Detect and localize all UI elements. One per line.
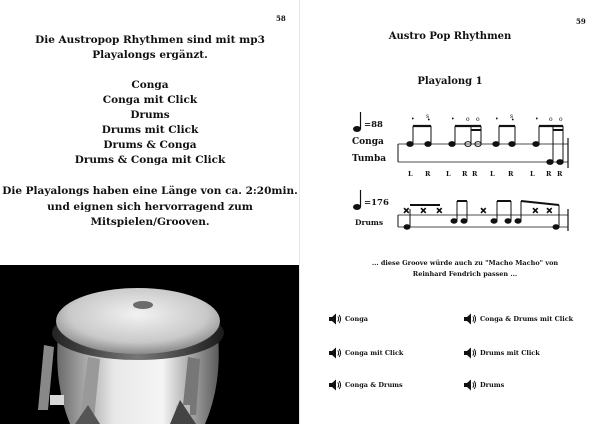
svg-text:×: ×	[436, 206, 443, 215]
svg-text:o: o	[476, 116, 480, 123]
svg-text:•: •	[427, 117, 431, 124]
page-number-right: 59	[576, 17, 586, 26]
sticking-letter: R	[472, 170, 478, 178]
svg-text:o: o	[559, 116, 563, 123]
audio-link-label: Conga & Drums mit Click	[480, 315, 574, 323]
svg-text:×: ×	[532, 206, 539, 215]
version-item: Drums & Conga	[103, 139, 197, 151]
length-line-1: Die Playalongs haben eine Länge von ca. 2:20min.	[2, 185, 298, 197]
svg-text:•: •	[451, 116, 455, 123]
svg-text:•: •	[511, 117, 515, 124]
svg-text:×: ×	[480, 206, 487, 215]
sticking-letter: R	[508, 170, 514, 178]
version-item: Drums & Conga mit Click	[74, 154, 226, 166]
sticking-letter: L	[408, 170, 413, 178]
svg-text:o: o	[549, 116, 553, 123]
svg-text:×: ×	[403, 206, 410, 215]
speaker-icon	[463, 312, 477, 326]
page-number-left: 58	[276, 14, 286, 23]
svg-text:s: s	[426, 113, 430, 120]
caption-line-2: Reinhard Fendrich passen ...	[412, 270, 518, 278]
tempo-marking-2: =176	[364, 198, 389, 208]
svg-text:•: •	[495, 116, 499, 123]
instrument-label-drums: Drums	[355, 218, 384, 227]
version-item: Drums mit Click	[101, 124, 199, 136]
sticking-letter: L	[446, 170, 451, 178]
sticking-letter: R	[425, 170, 431, 178]
speaker-icon	[328, 312, 342, 326]
audio-link-label: Conga	[345, 315, 368, 323]
speaker-icon	[328, 346, 342, 360]
audio-link-conga[interactable]	[328, 312, 368, 326]
audio-link-label: Conga mit Click	[345, 349, 404, 357]
speaker-icon	[463, 346, 477, 360]
svg-text:•: •	[411, 116, 415, 123]
audio-link-conga-drums[interactable]	[328, 378, 403, 392]
speaker-icon	[463, 378, 477, 392]
length-line-3: Mitspielen/Grooven.	[90, 216, 210, 228]
audio-link-label: Drums	[480, 381, 505, 389]
instrument-label-conga: Conga	[352, 137, 384, 147]
instrument-label-tumba: Tumba	[352, 154, 387, 164]
conga-staff	[396, 110, 576, 170]
svg-text:s: s	[510, 113, 514, 120]
audio-link-label: Drums mit Click	[480, 349, 540, 357]
caption-line-1: ... diese Groove würde auch zu "Macho Macho" von	[371, 259, 559, 267]
version-item: Drums	[130, 109, 170, 121]
tempo-marking-1: =88	[364, 120, 383, 130]
audio-link-conga-drums-click[interactable]	[463, 312, 573, 326]
playalong-title: Playalong 1	[417, 76, 483, 87]
sticking-letter: L	[530, 170, 535, 178]
speaker-icon	[328, 378, 342, 392]
version-item: Conga mit Click	[102, 94, 198, 106]
length-line-2: und eignen sich hervorragend zum	[47, 201, 253, 213]
svg-text:•: •	[535, 116, 539, 123]
sticking-letter: L	[490, 170, 495, 178]
drums-staff	[396, 195, 576, 239]
audio-link-drums-click[interactable]	[463, 346, 540, 360]
sticking-letter: R	[462, 170, 468, 178]
svg-text:o: o	[466, 116, 470, 123]
sticking-letter: R	[557, 170, 563, 178]
version-item: Conga	[131, 79, 169, 91]
sticking-letter: R	[546, 170, 552, 178]
page-title: Austro Pop Rhythmen	[388, 31, 512, 42]
intro-line-2: Playalongs ergänzt.	[92, 49, 208, 61]
audio-link-conga-click[interactable]	[328, 346, 403, 360]
audio-link-label: Conga & Drums	[345, 381, 403, 389]
svg-text:×: ×	[420, 206, 427, 215]
conga-drum-photo	[0, 265, 300, 424]
svg-text:×: ×	[546, 206, 553, 215]
intro-line-1: Die Austropop Rhythmen sind mit mp3	[35, 34, 265, 46]
audio-link-drums[interactable]	[463, 378, 504, 392]
